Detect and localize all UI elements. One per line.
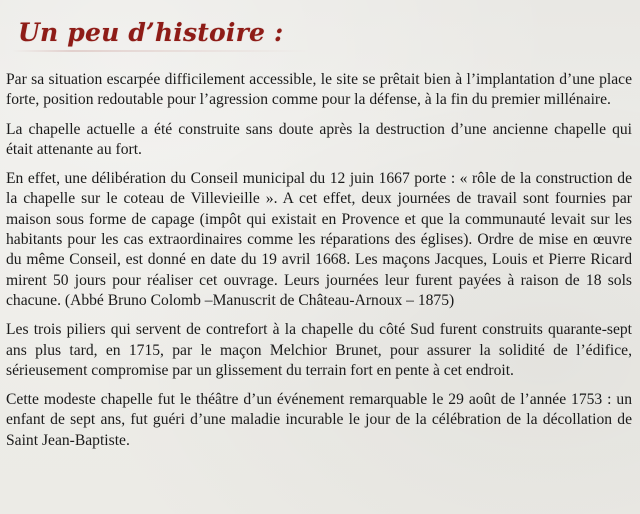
heading-row: [12, 6, 630, 58]
paragraph-miracle: Cette modeste chapelle fut le théâtre d’un événement remarquable le 29 août de l’année 1753 : un enfant de sept ans, fut guéri d’une maladie incurable le jour de la célébration de la décollation de Saint Jean-Baptiste.: [6, 391, 632, 449]
paragraph-deliberation: En effet, une délibération du Conseil municipal du 12 juin 1667 porte : « rôle de la construction de la chapelle sur le coteau de Villevieille ». A cet effet, deux journées de travail sont fournies par maison sous forme de capage (impôt qui existait en Provence et que la communauté levait sur les habitants pour les cas extraordinaires comme les réparations des églises). Ordre de mise en œuvre du même Conseil, est donné en date du 19 avril 1668. Les maçons Jacques, Louis et Pierre Ricard mirent 50 jours pour réaliser cet ouvrage. Leurs journées leur furent payées à raison de 18 sols chacune. (Abbé Bruno Colomb –Manuscrit de Château-Arnoux – 1875): [6, 170, 632, 309]
paragraph-site: Par sa situation escarpée difficilement accessible, le site se prêtait bien à l’implantation d’une place forte, position redoutable pour l’agression comme pour la défense, à la fin du premier millénaire.: [6, 71, 632, 109]
title-divider: [12, 50, 312, 52]
history-text: [6, 70, 632, 460]
paragraph-chapel: La chapelle actuelle a été construite sans doute après la destruction d’une ancienne chapelle qui était attenante au fort.: [6, 120, 632, 158]
section-title: Un peu d’histoire :: [18, 18, 284, 47]
paragraph-pillars: Les trois piliers qui servent de contrefort à la chapelle du côté Sud furent construits quarante-sept ans plus tard, en 1715, par le maçon Melchior Brunet, pour assurer la solidité de l’édifice, sérieusement compromise par un glissement du terrain fort en pente à cet endroit.: [6, 321, 632, 379]
